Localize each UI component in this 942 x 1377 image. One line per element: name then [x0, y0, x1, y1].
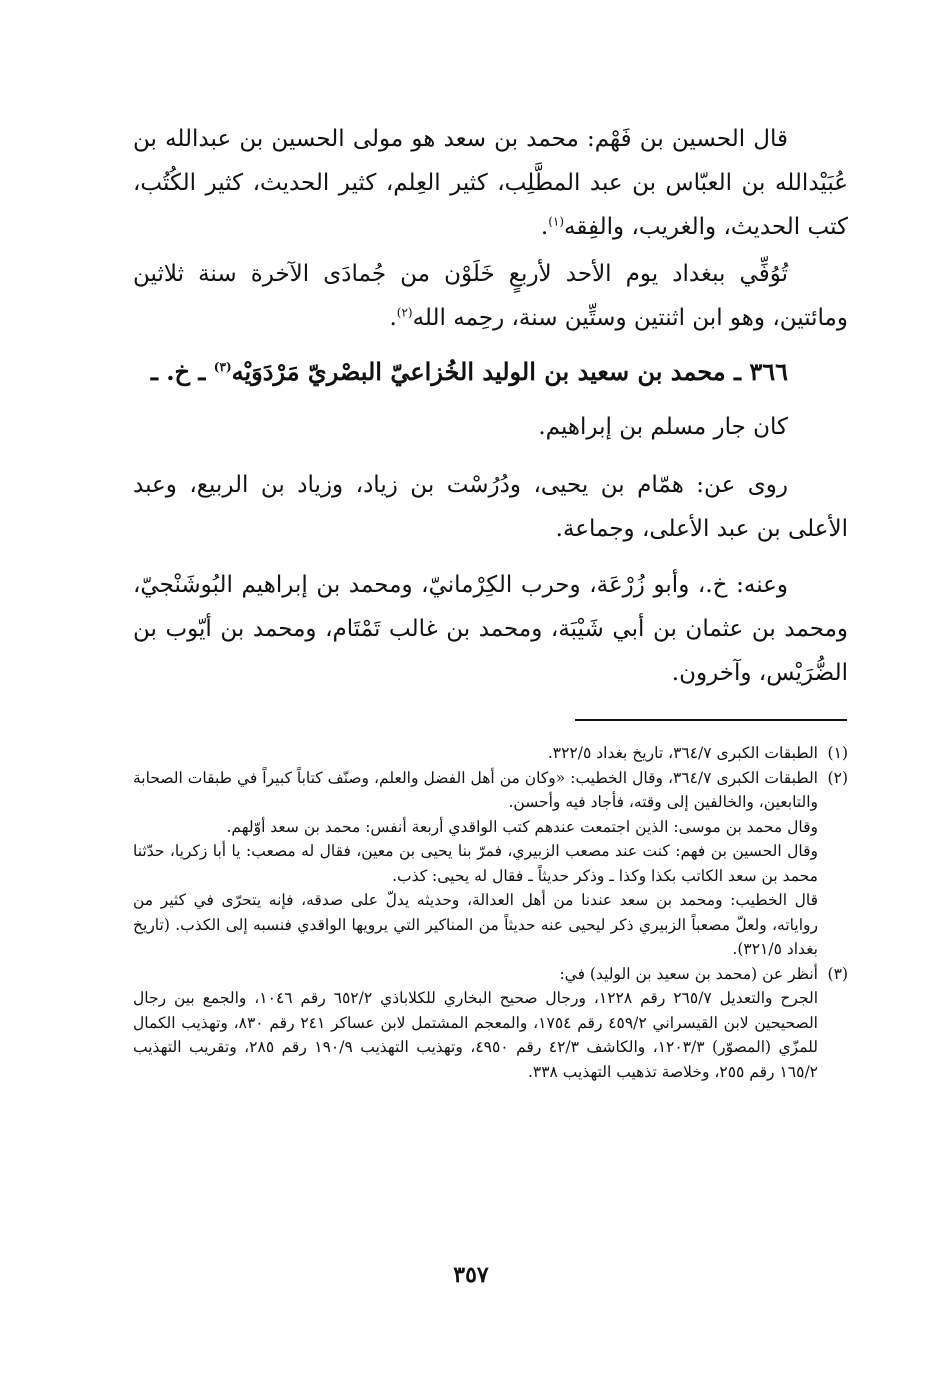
footnote-text: الطبقات الكبرى ٣٦٤/٧، وقال الخطيب: «وكان من أهل الفضل والعلم، وصنّف كتاباً كبيراً في طبقات الصحابة والتابعين، والخالفين إلى وقته، فأجاد فيه وأحسن. — [133, 768, 818, 811]
paragraph-death — [133, 252, 848, 340]
footnotes — [133, 741, 848, 1084]
footnote-text: أنظر عن (محمد بن سعيد بن الوليد) في: — [559, 964, 818, 983]
paragraph-biography-ibn-saad — [133, 117, 848, 249]
footnote-separator — [575, 719, 847, 721]
page-number: ٣٥٧ — [453, 1262, 489, 1288]
paragraph-neighbor — [133, 405, 848, 449]
footnote-1 — [133, 741, 848, 766]
footnote-ref-3: (٣) — [213, 360, 232, 374]
paragraph-text — [133, 252, 848, 340]
footnote-ref-1: (١) — [548, 214, 565, 229]
heading-suffix: ـ خ. ـ — [150, 357, 214, 386]
footnote-3 — [133, 962, 848, 1085]
text-span: قال الحسين بن فَهْم: محمد بن سعد هو مولى الحسين بن عبدالله بن عُبَيْدالله بن العبّاس بن عبد المطَّلِب، كثير العِلم، كثير الحديث، كثير الكُتُب، كتب الحديث، والغريب، والفِقه — [133, 126, 848, 240]
footnote-2 — [133, 766, 848, 962]
footnote-text: قال الخطيب: ومحمد بن سعد عندنا من أهل العدالة، وحديثه يدلّ على صدقه، فإنه يتحرّى في كثير من رواياته، ولعلّ مصعباً الزبيري ذكر ليحيى عنه حديثاً من المناكير التي يرويها الواقدي فنسبه إلى الكذب. (تاريخ بغداد ٣٢١/٥). — [133, 891, 818, 958]
footnote-number: (٣) — [827, 964, 848, 983]
footnote-text: الجرح والتعديل ٢٦٥/٧ رقم ١٢٢٨، ورجال صحيح البخاري للكلاباذي ٦٥٢/٢ رقم ١٠٤٦، والجمع بين رجال الصحيحين لابن القيسراني ٤٥٩/٢ رقم ١٧٥٤، والمعجم المشتمل لابن عساكر ٢٤١ رقم ٨٣٠، وتهذيب الكمال للمزّي (المصوّر) ١٢٠٣/٣، والكاشف ٤٢/٣ رقم ٤٩٥٠، وتهذيب التهذيب ١٩٠/٩ رقم ٢٨٥، وتقريب التهذيب ١٦٥/٢ رقم ٢٥٥، وخلاصة تذهيب التهذيب ٣٣٨. — [133, 989, 819, 1081]
text-span: . — [389, 305, 397, 331]
footnote-text: الطبقات الكبرى ٣٦٤/٧، تاريخ بغداد ٣٢٢/٥. — [547, 744, 818, 762]
heading-title: ٣٦٦ ـ محمد بن سعيد بن الوليد الخُزاعيّ البصْريّ مَرْدَوَيْه — [231, 357, 788, 386]
footnote-ref-2: (٢) — [396, 305, 413, 320]
heading-text — [133, 350, 848, 394]
paragraph-text — [133, 117, 848, 249]
paragraph-text: كان جار مسلم بن إبراهيم. — [538, 414, 788, 440]
entry-heading — [133, 350, 848, 394]
footnote-text: وقال محمد بن موسى: الذين اجتمعت عندهم كتب الواقدي أربعة أنفس: محمد بن سعد أوّلهم. — [226, 817, 818, 836]
footnote-number: (١) — [827, 744, 848, 762]
paragraph-narrated-from — [133, 463, 848, 551]
text-span: تُوُفِّي ببغداد يوم الأحد لأربعٍ خَلَوْن من جُمادَى الآخرة سنة ثلاثين ومائتين، وهو ابن اثنتين وستِّين سنة، رحِمه الله — [133, 261, 848, 331]
paragraph-text: روى عن: همّام بن يحيى، ودُرُسْت بن زياد، وزياد بن الربيع، وعبد الأعلى بن عبد الأعلى، وجماعة. — [133, 472, 848, 542]
paragraph-narrators — [133, 563, 848, 695]
text-span: . — [540, 214, 549, 240]
footnote-text: وقال الحسين بن فهم: كنت عند مصعب الزبيري، فمرّ بنا يحيى بن معين، فقال له مصعب: يا أبا زكريا، حدّثنا محمد بن سعد الكاتب بكذا وكذا ـ وذكر حديثاً ـ فقال له يحيى: كذب. — [133, 842, 818, 885]
footnote-number: (٢) — [827, 768, 848, 787]
paragraph-text: وعنه: خ.، وأبو زُرْعَة، وحرب الكِرْمانيّ، ومحمد بن إبراهيم البُوشَنْجيّ، ومحمد بن عثمان بن أبي شَيْبَة، ومحمد بن غالب تَمْتَام، ومحمد بن أيّوب بن الضُّرَيْس، وآخرون. — [133, 572, 848, 686]
